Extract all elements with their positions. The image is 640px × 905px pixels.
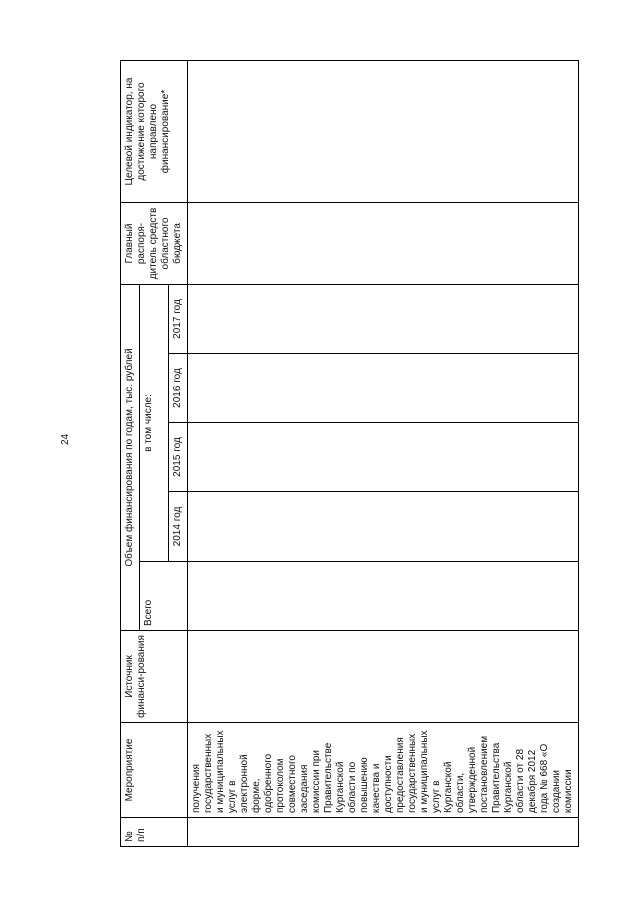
cell-manager — [188, 203, 579, 285]
header-year-2017: 2017 год — [169, 285, 188, 354]
header-manager: Главный распоря-дитель средств областного бюджета — [121, 203, 188, 285]
table-row — [188, 61, 579, 847]
rotated-table-page — [120, 61, 595, 847]
cell-2017 — [188, 285, 579, 354]
financing-table — [120, 60, 579, 847]
header-volume: Объем финансирования по годам, тыс. рублей — [121, 285, 140, 631]
cell-target — [188, 61, 579, 203]
cell-total — [188, 562, 579, 631]
cell-2016 — [188, 354, 579, 423]
header-including: в том числе: — [140, 285, 169, 562]
header-year-2014: 2014 год — [169, 492, 188, 562]
header-year-2016: 2016 год — [169, 354, 188, 423]
header-source: Источник финанси-рования — [121, 631, 188, 723]
header-measure: Мероприятие — [121, 723, 188, 818]
cell-2015 — [188, 423, 579, 492]
cell-num — [188, 818, 579, 847]
cell-2014 — [188, 492, 579, 562]
header-row-1 — [121, 61, 140, 847]
header-year-2015: 2015 год — [169, 423, 188, 492]
cell-measure: получения государственных и муниципальных услуг в электронной форме, одобренного протоколом совместного заседания комиссии при Правительстве Курганской области по повышению качества и доступности предоставления государственных и муниципальных услуг в Курганской области, утвержденной постановлением Правительства Курганской области от 28 декабря 2012 года № 668 «О создании комиссии — [188, 723, 579, 818]
cell-source — [188, 631, 579, 723]
header-num: № п/п — [121, 818, 188, 847]
page-number: 24 — [60, 433, 71, 445]
header-target: Целевой индикатор, на достижение которого направлено финансирование* — [121, 61, 188, 203]
header-total: Всего — [140, 562, 188, 631]
